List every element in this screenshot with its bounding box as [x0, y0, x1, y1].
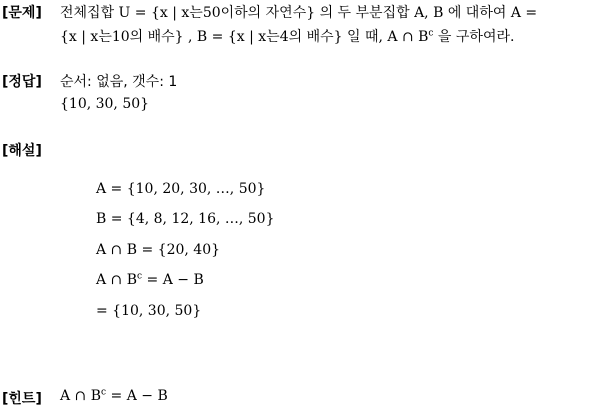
complement-superscript: c	[428, 28, 434, 39]
solution-label: [해설]	[2, 143, 42, 159]
problem-line-2-main: {x | x는10의 배수} , B = {x | x는4의 배수} 일 때, A ∩ B	[60, 29, 429, 45]
hint-text-end: = A − B	[106, 388, 168, 404]
hint-label: [힌트]	[2, 391, 42, 407]
solution-step-4-main: A ∩ B	[96, 272, 138, 288]
solution-step-5: = {10, 30, 50}	[96, 303, 202, 319]
solution-step-4-end: = A − B	[142, 272, 204, 288]
complement-superscript: c	[137, 271, 143, 282]
solution-step-2: B = {4, 8, 12, 16, …, 50}	[96, 211, 275, 227]
answer-label: [정답]	[2, 74, 42, 90]
answer-set: {10, 30, 50}	[60, 96, 150, 112]
complement-superscript: c	[101, 387, 107, 398]
solution-step-1: A = {10, 20, 30, …, 50}	[96, 181, 266, 197]
solution-step-3: A ∩ B = {20, 40}	[96, 242, 221, 258]
solution-step-4	[96, 272, 204, 288]
problem-line-2	[60, 26, 514, 46]
problem-line-2-end: 을 구하여라.	[433, 29, 515, 45]
hint-text	[60, 388, 168, 404]
hint-text-main: A ∩ B	[60, 388, 102, 404]
answer-info: 순서: 없음, 갯수: 1	[60, 74, 178, 90]
problem-line-1: 전체집합 U = {x | x는50이하의 자연수} 의 두 부분집합 A, B 에 대하여 A =	[60, 5, 538, 21]
problem-label: [문제]	[2, 5, 42, 21]
